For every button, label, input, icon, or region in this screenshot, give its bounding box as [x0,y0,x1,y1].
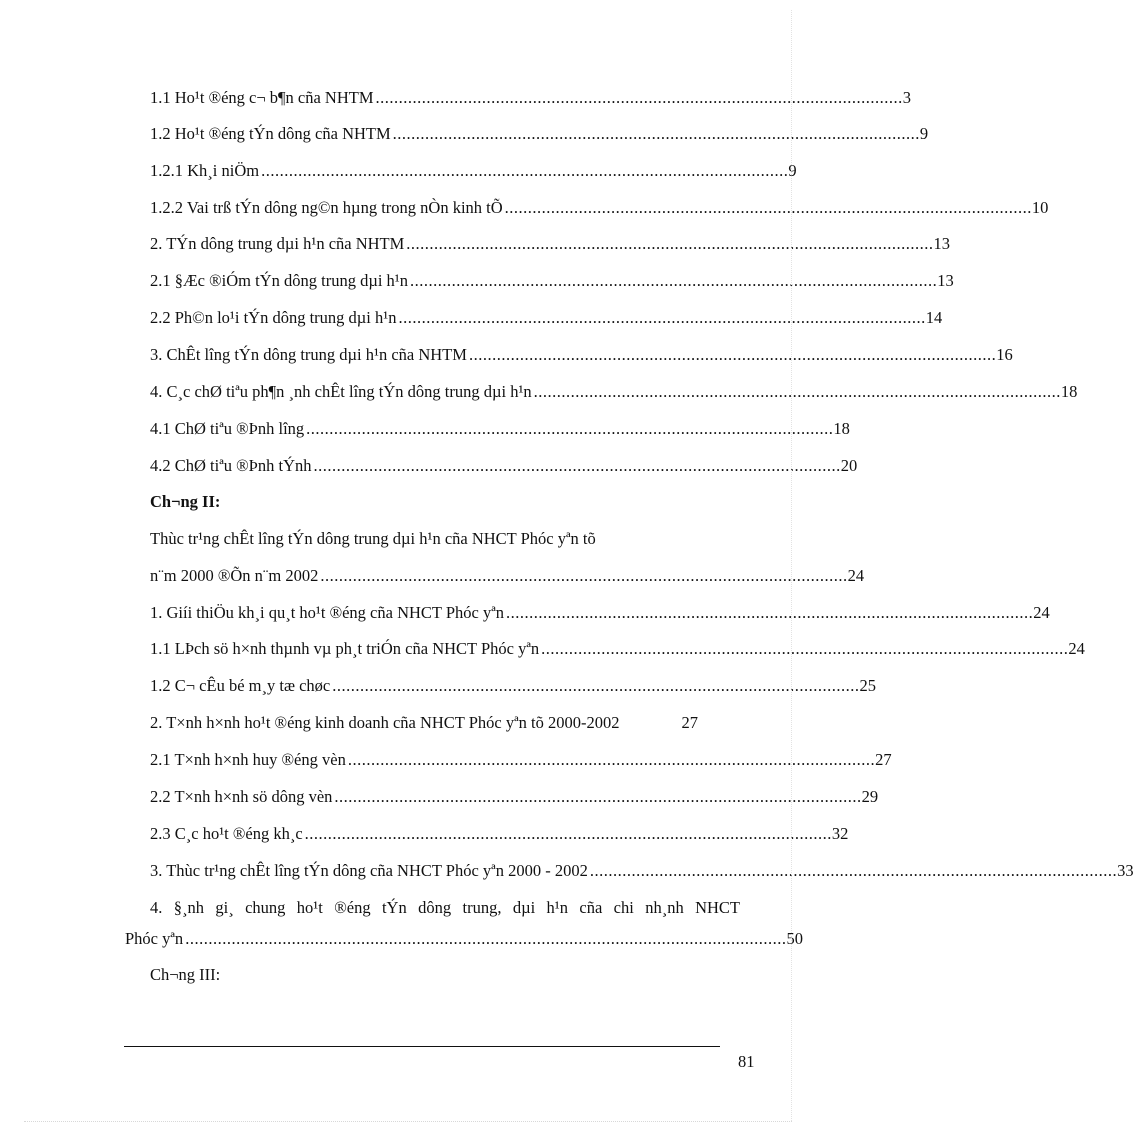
toc-entry [150,87,912,109]
toc-entry-page: 29 [861,787,879,806]
toc-entry [150,344,1013,366]
leader-dots: .................................................................................................................. [320,566,848,585]
leader-dots: .................................................................................................................. [541,639,1069,658]
toc-entry-title: 3. Thùc tr¹ng chÊt lîng tÝn dông cña NHCT Phóc yªn 2000 - 2002 [150,861,588,880]
toc-entry-page: 18 [833,419,850,438]
toc-entry-title: 2. T×nh h×nh ho¹t ®éng kinh doanh cña NHCT Phóc yªn tõ 2000-2002 [150,713,620,732]
toc-entry-page: 9 [919,124,929,143]
toc-entry [150,565,865,587]
toc-entry-title: 3. ChÊt lîng tÝn dông trung dµi h¹n cña NHTM [150,345,467,364]
toc-entry-title: 4. C¸c chØ tiªu ph¶n ¸nh chÊt lîng tÝn dông trung dµi h¹n [150,382,532,401]
leader-dots: .................................................................................................................. [347,750,876,769]
toc-entry [150,197,1049,219]
toc-entry-page: 50 [786,929,803,948]
leader-dots: .................................................................................................................. [306,419,834,438]
toc-entry [150,602,1050,624]
toc-entry-title: 2.2 T×nh h×nh sö dông vèn [150,787,333,806]
leader-dots: .................................................................................................................. [409,271,938,290]
toc-entry-page: 18 [1060,382,1078,401]
leader-dots: .................................................................................................................. [406,234,934,253]
toc-entry [125,928,803,950]
leader-dots: .................................................................................................................................. [185,929,787,948]
leader-dots: .................................................................................................................. [589,861,1118,880]
leader-dots: .................................................................................................................. [504,198,1032,217]
leader-dots: .................................................................................................................. [334,787,862,806]
toc-entry-title: 2.1 T×nh h×nh huy ®éng vèn [150,750,346,769]
leader-dots: .................................................................................................................. [375,88,903,107]
toc-entry-page: 10 [1031,198,1049,217]
leader-dots: .................................................................................................................. [332,676,860,695]
page-edge [24,1121,792,1122]
toc-entry-title: 1.1 LÞch sö h×nh thµnh vµ ph¸t triÓn cña NHCT Phóc yªn [150,639,540,658]
toc-entry-title: 1.2 Ho¹t ®éng tÝn dông cña NHTM [150,124,391,143]
toc-entry-page: 14 [925,308,943,327]
page-number: 81 [738,1052,755,1071]
toc-entry [150,675,876,697]
toc-entry-page: 16 [996,345,1013,364]
toc-entry [150,455,858,477]
toc-entry [150,270,954,292]
leader-dots: .................................................................................................................. [533,382,1061,401]
toc-entry-page: 32 [831,824,849,843]
toc-entry [150,233,951,255]
toc-entry-title: 1.2.1 Kh¸i niÖm [150,161,260,180]
toc-entry-title: 1.1 Ho¹t ®éng c¬ b¶n cña NHTM [150,88,374,107]
toc-entry-page: 9 [788,161,797,180]
page-edge-side [791,10,792,1121]
toc-entry-title: 2. TÝn dông trung dµi h¹n cña NHTM [150,234,405,253]
toc-entry-title: 4.1 ChØ tiªu ®Þnh lîng [150,419,305,438]
toc-entry-page: 27 [875,750,892,769]
toc-entry-page: 24 [847,566,865,585]
toc-entry-page: 33 [1117,861,1134,880]
toc-entry [150,712,698,734]
toc-entry-title: 1.2 C¬ cÊu bé m¸y tæ chøc [150,676,331,695]
toc-entry [150,786,879,808]
toc-entry-title-wrap: 4. §¸nh gi¸ chung ho¹t ®éng tÝn dông trung, dµi h¹n cña chi nh¸nh NHCT [150,898,740,917]
toc-entry-page: 25 [859,676,876,695]
toc-entry [150,381,1078,403]
toc-entry-title: 4.2 ChØ tiªu ®Þnh tÝnh [150,456,312,475]
toc-entry [150,860,1134,882]
toc-entry-page: 13 [933,234,951,253]
toc-entry [150,418,850,440]
toc-entry-title: Phóc yªn [125,929,184,948]
toc-entry-title: 2.3 C¸c ho¹t ®éng kh¸c [150,824,303,843]
leader-dots: .................................................................................................................. [313,456,841,475]
leader-dots: .................................................................................................................. [261,161,789,180]
chapter-title: Thùc tr¹ng chÊt lîng tÝn dông trung dµi h¹n cña NHCT Phóc yªn tõ [150,529,596,548]
toc-entry-page: 27 [681,713,698,732]
toc-entry-page: 24 [1068,639,1085,658]
toc-entry-page: 24 [1033,603,1050,622]
footer-rule [124,1046,720,1047]
leader-dots: .................................................................................................................. [392,124,920,143]
toc-entry [150,160,797,182]
toc-entry [150,823,849,845]
toc-entry [150,307,943,329]
toc-entry-page: 20 [840,456,858,475]
toc-entry-title: 2.1 §Æc ®iÓm tÝn dông trung dµi h¹n [150,271,408,290]
toc-entry-page: 13 [937,271,954,290]
leader-dots: .................................................................................................................. [398,308,926,327]
chapter-heading: Ch¬ng II: [150,492,221,511]
toc-entry-page: 3 [902,88,912,107]
toc-entry-title: n¨m 2000 ®Õn n¨m 2002 [150,566,319,585]
toc-entry [150,749,892,771]
chapter-heading: Ch¬ng III: [150,965,221,984]
toc-entry-title: 2.2 Ph©n lo¹i tÝn dông trung dµi h¹n [150,308,397,327]
toc-entry-title: 1. Giíi thiÖu kh¸i qu¸t ho¹t ®éng cña NHCT Phóc yªn [150,603,504,622]
toc-entry-title: 1.2.2 Vai trß tÝn dông ng©n hµng trong nÒn kinh tÕ [150,198,503,217]
toc-entry [150,123,929,145]
leader-dots: .................................................................................................................. [304,824,832,843]
toc-entry [150,638,1085,660]
leader-dots: .................................................................................................................. [468,345,997,364]
leader-dots: .................................................................................................................. [506,603,1034,622]
